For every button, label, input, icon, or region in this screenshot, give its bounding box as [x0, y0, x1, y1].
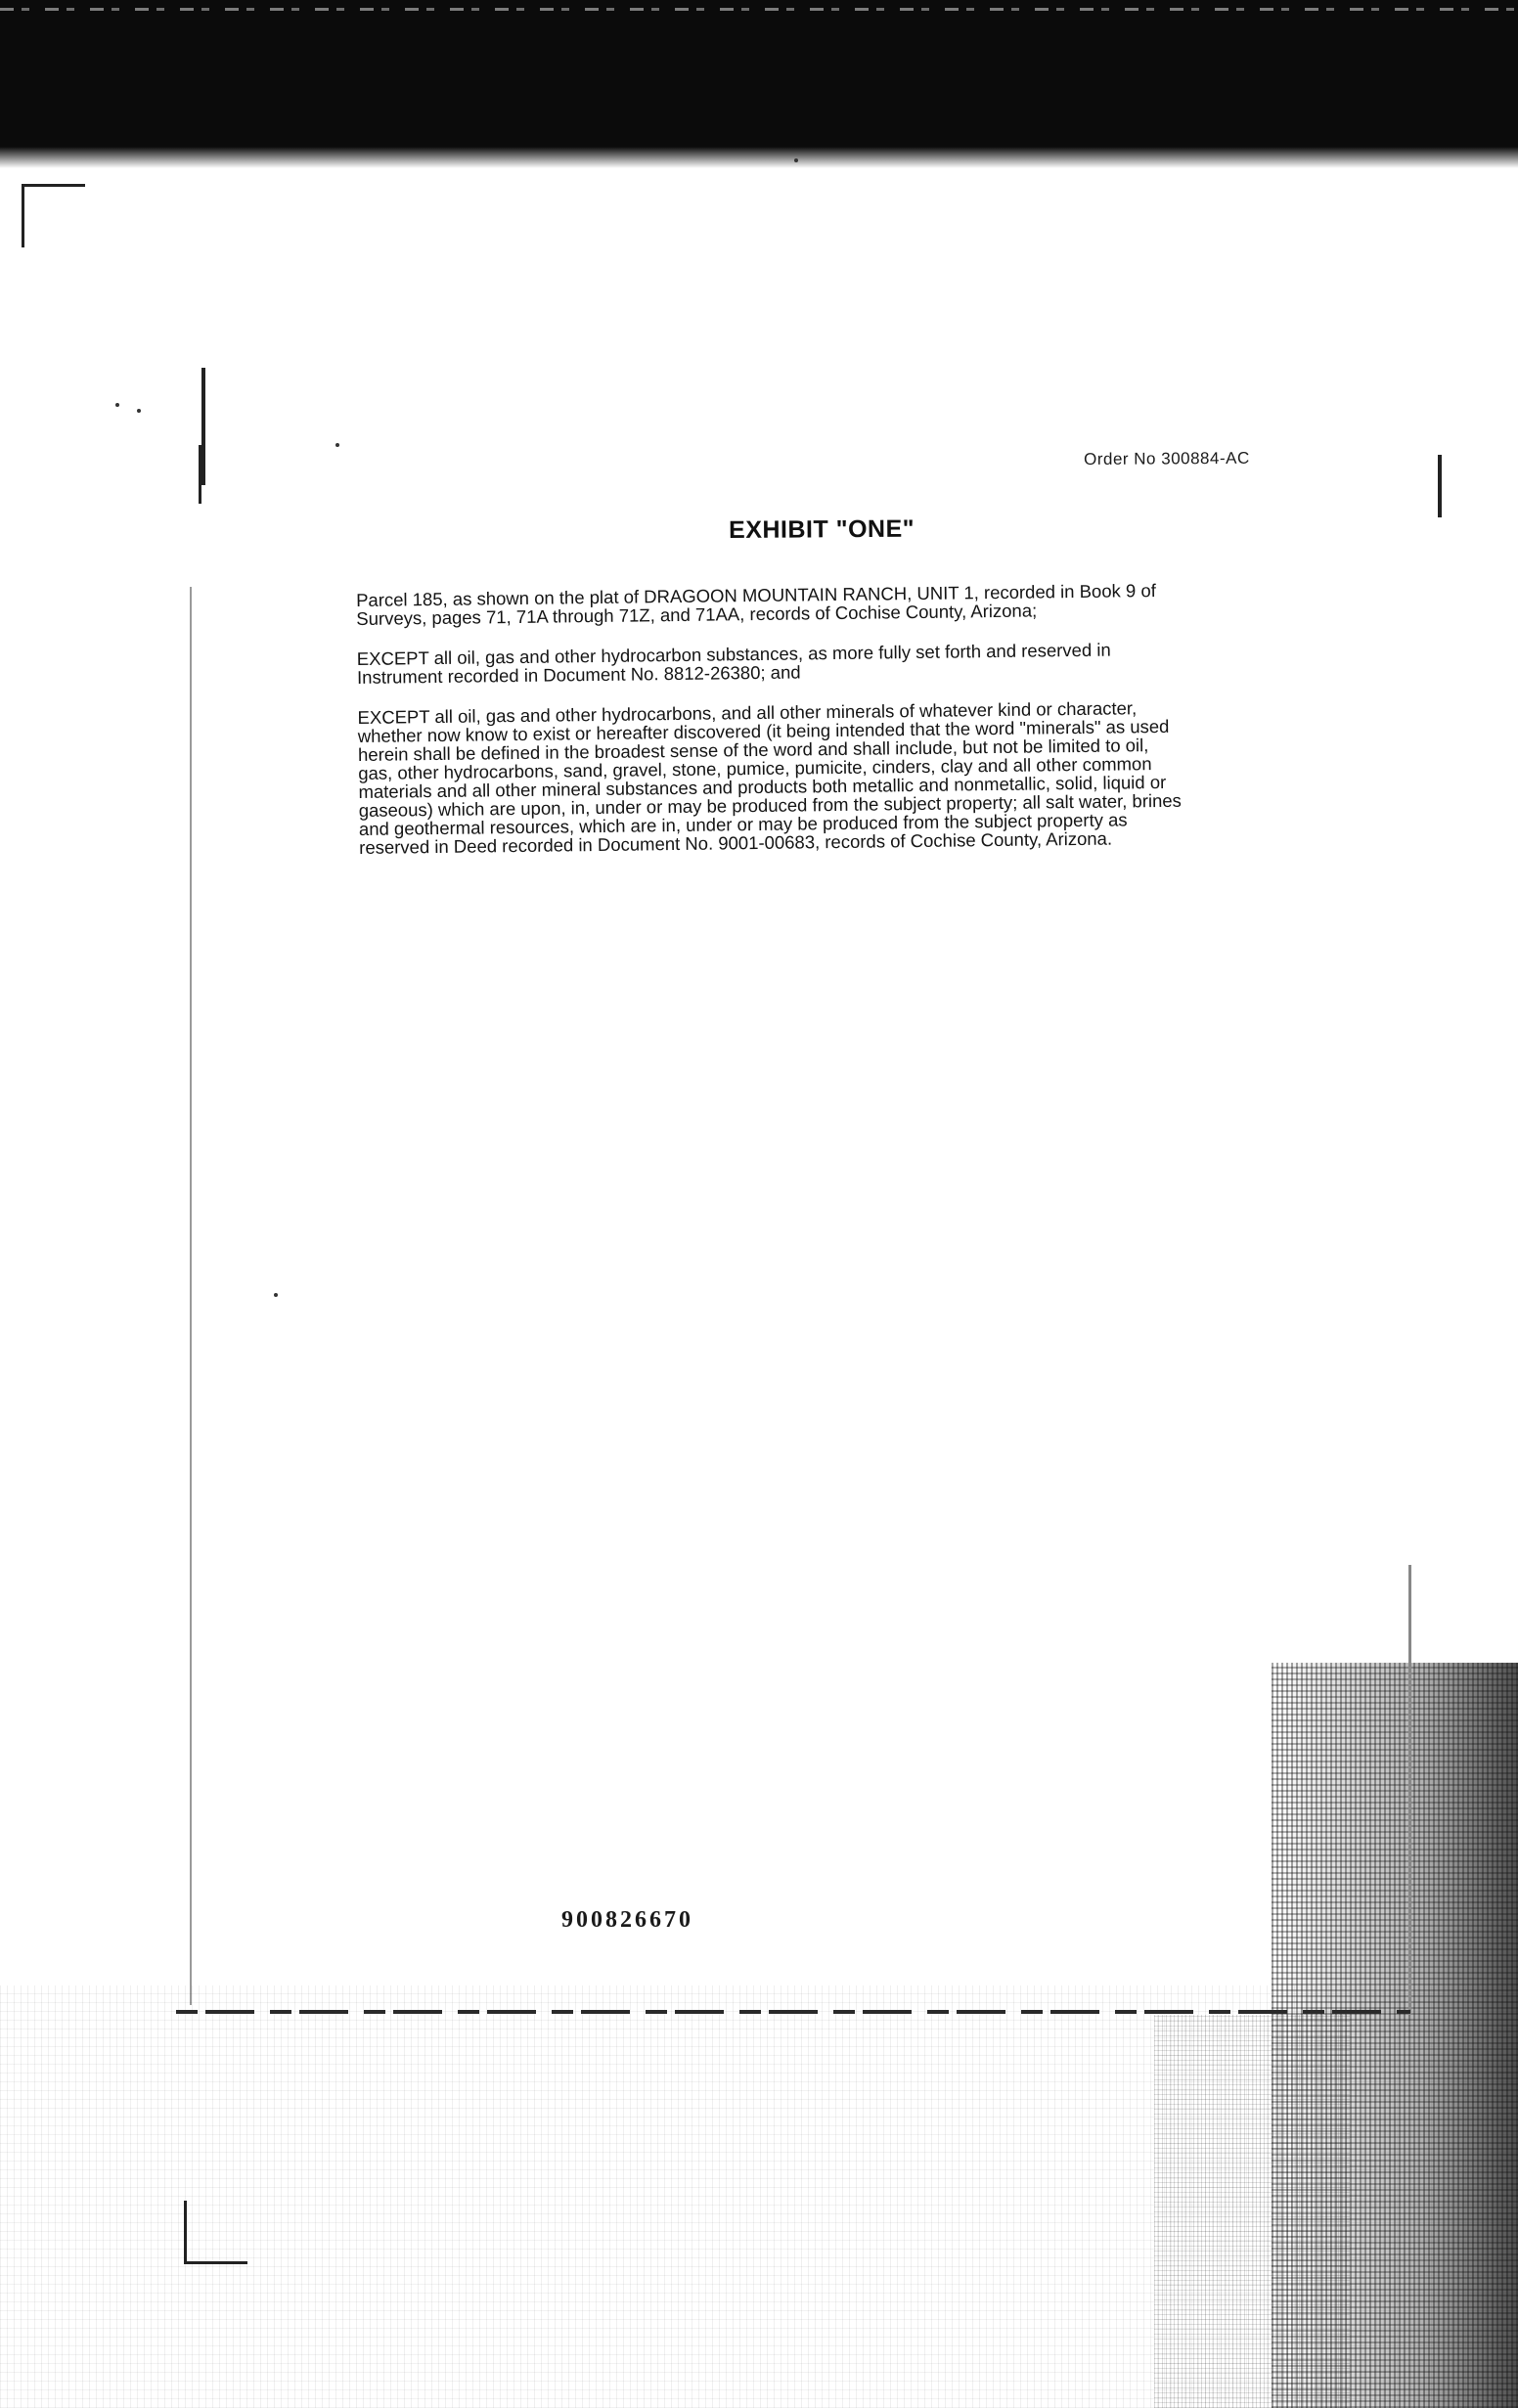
scan-speck [137, 409, 141, 413]
scan-speck [335, 443, 339, 447]
scan-top-streak [0, 8, 1518, 11]
recording-number-stamp: 900826670 [561, 1907, 693, 1933]
parcel-paragraph: Parcel 185, as shown on the plat of DRAGOON MOUNTAIN RANCH, UNIT 1, recorded in Book 9 of Surveys, pages 71, 71A through 71Z, and 71AA, records of Cochise County, Arizona; [355, 580, 1156, 629]
scan-speck [115, 403, 119, 407]
exception-paragraph-2: EXCEPT all oil, gas and other hydrocarbons, and all other minerals of whatever kind or character, whether now know to exist or hereafter discovered (it being intended that the word "minerals" as used herein shall be defined in the broadest sense of the word and shall include, but not be limited to oil, gas, other hydrocarbons, sand, gravel, stone, pumice, pumicite, cinders, clay and all other common materials and all other mineral substances and products both metallic and nonmetallic, solid, liquid or gaseous) which are upon, in, under or may be produced from the subject property; all salt water, brines and geothermal resources, which are in, under or may be produced from the subject property as reserved in Deed recorded in Document No. 9001-00683, records of Cochise County, Arizona. [357, 697, 1182, 858]
scan-edge-mark-left [201, 368, 205, 485]
page-bottom-edge-line [176, 2010, 1410, 2014]
page-right-edge-line [1408, 1565, 1411, 2015]
exception-paragraph-1: EXCEPT all oil, gas and other hydrocarbon substances, as more fully set forth and reserved in Instrument recorded in Document No. 8812-26380; and [356, 639, 1111, 688]
scan-speck [274, 1293, 278, 1297]
order-number: Order No 300884-AC [1084, 448, 1250, 468]
scan-speck [794, 158, 798, 162]
legal-description [356, 579, 1303, 878]
scan-top-shadow-edge [0, 147, 1518, 168]
exhibit-title: EXHIBIT "ONE" [729, 514, 915, 544]
scan-edge-mark-right [1438, 455, 1442, 517]
page-left-edge-line [190, 587, 192, 2005]
scan-edge-mark-left-lower [199, 445, 201, 504]
scan-top-shadow [0, 0, 1518, 161]
scan-noise-right [1272, 1663, 1518, 2408]
crop-mark-top-left [22, 184, 85, 247]
